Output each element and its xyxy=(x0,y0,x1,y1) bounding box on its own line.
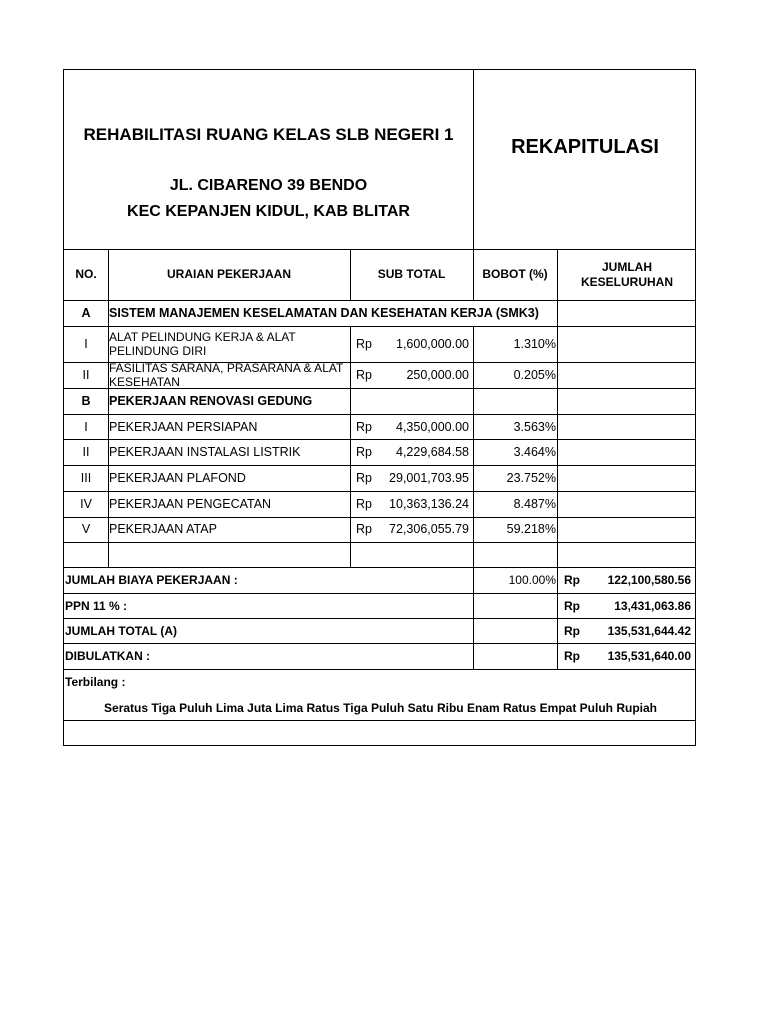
item-amount: 10,363,136.24 xyxy=(389,497,469,511)
total-bobot: 100.00% xyxy=(508,573,556,587)
header-divider xyxy=(473,70,474,249)
item-no: V xyxy=(81,522,91,536)
total-currency: Rp xyxy=(564,573,580,587)
item-currency: Rp xyxy=(356,471,372,485)
item-bobot: 3.464% xyxy=(513,445,556,459)
row-rule xyxy=(64,517,695,518)
item-currency: Rp xyxy=(356,420,372,434)
row-rule xyxy=(64,439,695,440)
section-title: PEKERJAAN RENOVASI GEDUNG xyxy=(109,394,313,408)
total-label: JUMLAH BIAYA PEKERJAAN : xyxy=(65,573,238,587)
row-rule xyxy=(64,618,695,619)
item-bobot: 23.752% xyxy=(506,471,556,485)
item-amount: 250,000.00 xyxy=(406,368,469,382)
grand-total-amount: 135,531,644.42 xyxy=(607,624,691,638)
item-bobot: 59.218% xyxy=(506,522,556,536)
item-label: PEKERJAAN PERSIAPAN xyxy=(109,420,258,434)
item-currency: Rp xyxy=(356,368,372,382)
terbilang-label: Terbilang : xyxy=(65,675,126,689)
row-rule xyxy=(64,491,695,492)
row-rule xyxy=(64,465,695,466)
recap-title: REKAPITULASI xyxy=(511,136,659,158)
item-amount: 4,350,000.00 xyxy=(396,420,469,434)
item-bobot: 1.310% xyxy=(513,337,556,351)
item-label: PEKERJAAN PENGECATAN xyxy=(109,497,272,511)
item-label-line1: ALAT PELINDUNG KERJA & ALAT xyxy=(109,330,296,344)
item-amount: 1,600,000.00 xyxy=(396,337,469,351)
section-code: A xyxy=(81,306,91,320)
section-title: SISTEM MANAJEMEN KESELAMATAN DAN KESEHATAN KERJA (SMK3) xyxy=(109,306,539,320)
project-title: REHABILITASI RUANG KELAS SLB NEGERI 1 xyxy=(83,125,454,144)
col-header-no: NO. xyxy=(75,267,97,281)
item-currency: Rp xyxy=(356,337,372,351)
address-line-1: JL. CIBARENO 39 BENDO xyxy=(169,177,368,194)
col-rule xyxy=(557,249,558,669)
terbilang-text: Seratus Tiga Puluh Lima Juta Lima Ratus Tiga Puluh Satu Ribu Enam Ratus Empat Puluh Rupiah xyxy=(104,701,657,715)
row-rule xyxy=(64,669,695,670)
row-rule xyxy=(64,542,695,543)
ppn-label: PPN 11 % : xyxy=(65,599,128,613)
col-rule xyxy=(350,326,351,567)
items-bottom-rule xyxy=(64,567,695,568)
item-amount: 72,306,055.79 xyxy=(389,522,469,536)
item-no: II xyxy=(82,368,90,382)
column-header-rule xyxy=(64,300,695,301)
item-label-line1: FASILITAS SARANA, PRASARANA & ALAT xyxy=(109,361,344,375)
header-bottom-rule xyxy=(64,249,695,250)
item-currency: Rp xyxy=(356,522,372,536)
rekapitulasi-sheet xyxy=(63,69,696,746)
item-bobot: 8.487% xyxy=(513,497,556,511)
item-label: PEKERJAAN ATAP xyxy=(109,522,217,536)
item-label-line2: KESEHATAN xyxy=(109,375,180,389)
ppn-amount: 13,431,063.86 xyxy=(614,599,691,613)
col-rule xyxy=(108,249,109,567)
row-rule xyxy=(64,326,695,327)
row-rule xyxy=(64,414,695,415)
rounded-currency: Rp xyxy=(564,649,580,663)
total-amount: 122,100,580.56 xyxy=(607,573,691,587)
item-currency: Rp xyxy=(356,497,372,511)
item-no: I xyxy=(84,337,88,351)
item-label: PEKERJAAN INSTALASI LISTRIK xyxy=(109,445,301,459)
item-amount: 4,229,684.58 xyxy=(396,445,469,459)
grand-total-currency: Rp xyxy=(564,624,580,638)
item-currency: Rp xyxy=(356,445,372,459)
grand-total-label: JUMLAH TOTAL (A) xyxy=(65,624,177,638)
rounded-label: DIBULATKAN : xyxy=(65,649,151,663)
item-bobot: 3.563% xyxy=(513,420,556,434)
row-rule xyxy=(64,593,695,594)
item-no: III xyxy=(80,471,92,485)
ppn-currency: Rp xyxy=(564,599,580,613)
item-label-line2: PELINDUNG DIRI xyxy=(109,344,207,358)
col-header-uraian: URAIAN PEKERJAAN xyxy=(166,267,291,281)
item-amount: 29,001,703.95 xyxy=(389,471,469,485)
row-rule xyxy=(64,643,695,644)
item-no: I xyxy=(84,420,88,434)
rounded-amount: 135,531,640.00 xyxy=(607,649,691,663)
col-header-bobot: BOBOT (%) xyxy=(482,267,548,281)
col-header-jumlah-2: KESELURUHAN xyxy=(580,275,673,289)
col-header-jumlah-1: JUMLAH xyxy=(602,260,652,274)
item-label: PEKERJAAN PLAFOND xyxy=(109,471,246,485)
item-no: IV xyxy=(80,497,92,511)
item-no: II xyxy=(82,445,90,459)
col-header-subtotal: SUB TOTAL xyxy=(377,267,446,281)
row-rule xyxy=(64,720,695,721)
item-bobot: 0.205% xyxy=(513,368,556,382)
section-code: B xyxy=(81,394,91,408)
address-line-2: KEC KEPANJEN KIDUL, KAB BLITAR xyxy=(127,203,410,220)
